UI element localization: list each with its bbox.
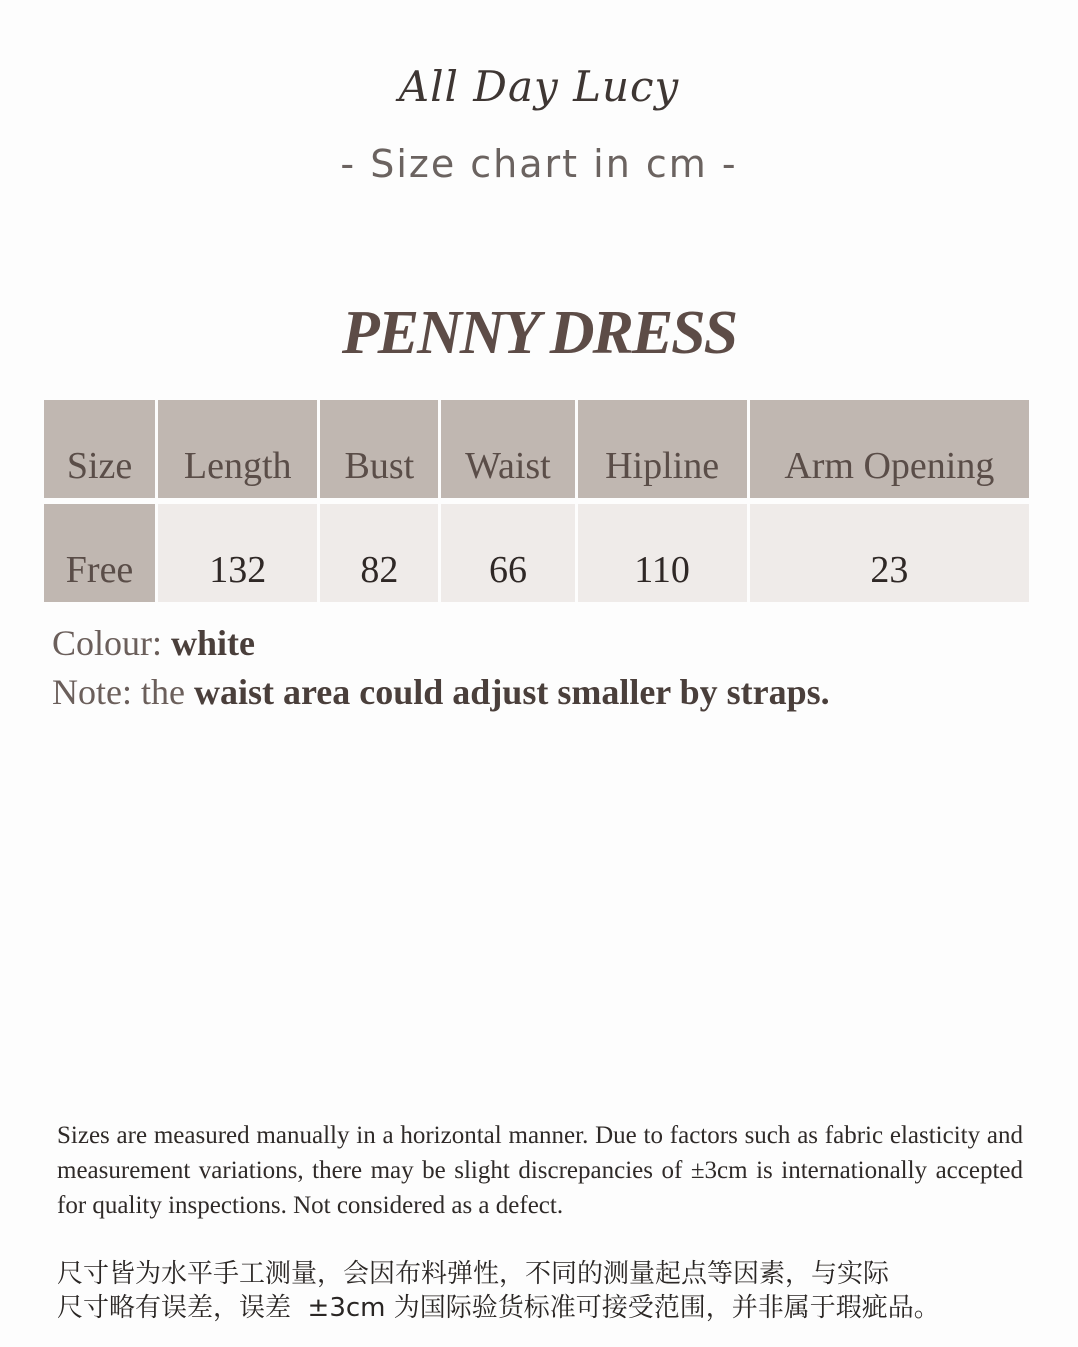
cell-length: 132 — [158, 504, 317, 602]
header-waist: Waist — [441, 400, 574, 498]
table-row — [44, 504, 1029, 602]
cell-waist: 66 — [441, 504, 574, 602]
note-value: waist area could adjust smaller by straps. — [193, 672, 830, 712]
cell-size: Free — [44, 504, 155, 602]
header-length: Length — [158, 400, 317, 498]
note-line — [52, 671, 830, 713]
cell-arm-opening: 23 — [750, 504, 1029, 602]
page-subtitle: - Size chart in cm - — [340, 142, 738, 186]
table-header-row — [44, 400, 1029, 498]
header-arm-opening: Arm Opening — [750, 400, 1029, 498]
colour-value: white — [171, 623, 256, 663]
note-label: Note: the — [52, 672, 185, 712]
brand-logo: All Day Lucy — [398, 62, 680, 111]
disclaimer-chinese: 尺寸皆为水平手工测量，会因布料弹性，不同的测量起点等因素，与实际 尺寸略有误差，误差 ±3cm 为国际验货标准可接受范围，并非属于瑕疵品。 — [57, 1259, 940, 1323]
colour-label: Colour: — [52, 623, 163, 663]
cell-bust: 82 — [320, 504, 438, 602]
cell-hipline: 110 — [578, 504, 747, 602]
header-bust: Bust — [320, 400, 438, 498]
header-hipline: Hipline — [578, 400, 747, 498]
disclaimer-english: Sizes are measured manually in a horizontal manner. Due to factors such as fabric elasticity and measurement variations, there may be slight discrepancies of ±3cm is internationally accepted for quality inspections. Not considered as a defect. — [57, 1122, 1023, 1219]
size-chart-table — [41, 400, 1032, 602]
product-title: PENNY DRESS — [341, 299, 737, 367]
header-size: Size — [44, 400, 155, 498]
colour-line — [52, 622, 255, 664]
